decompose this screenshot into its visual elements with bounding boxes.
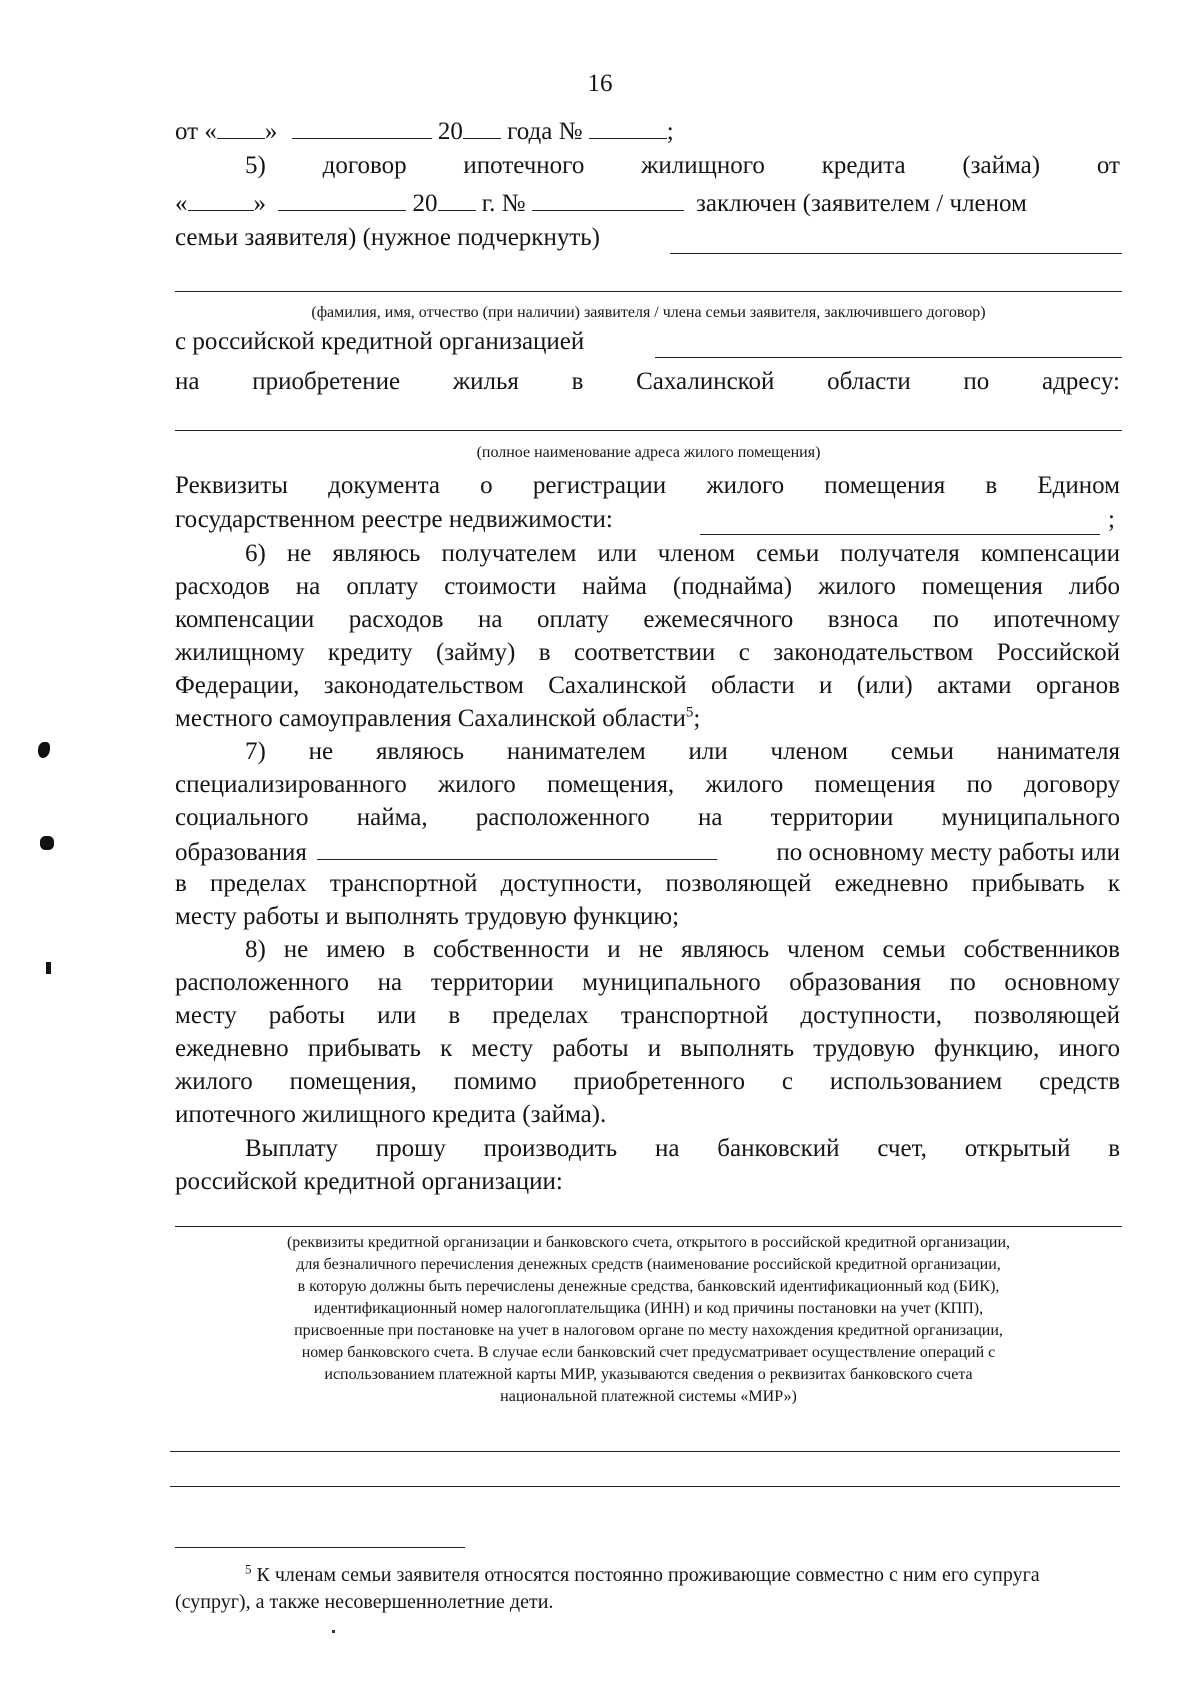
item5-line2 <box>175 186 1120 220</box>
fio-blank <box>175 291 1122 292</box>
word: в <box>571 368 584 395</box>
underline-note: семьи заявителя) (нужное подчеркнуть) <box>175 224 600 251</box>
line-end: ; <box>666 118 674 145</box>
footnote-line1 <box>175 1562 1125 1589</box>
year-blank <box>438 186 476 211</box>
item5-number: 5) <box>245 152 266 179</box>
item6-line1: 6) не являюсь получателем или членом семьи получателя компенсации <box>245 540 1120 567</box>
caption-bank-line: присвоенные при постановке на учет в налоговом органе по месту нахождения кредитной организации, <box>294 1322 1003 1339</box>
caption-bank-line: номер банковского счета. В случае если банковский счет предусматривает осуществление операций с <box>301 1344 996 1361</box>
item8-line1: 8) не имею в собственности и не являюсь членом семьи собственников <box>245 936 1120 963</box>
work-place-text: по основному месту работы или <box>776 839 1120 866</box>
quote-open: « <box>175 190 188 217</box>
item6-line2: расходов на оплату стоимости найма (поднайма) жилого помещения либо <box>175 573 1120 600</box>
item8-line6: ипотечного жилищного кредита (займа). <box>175 1101 607 1128</box>
concluded-text: заключен (заявителем / членом <box>696 190 1027 217</box>
footnote-line2: (супруг), а также несовершеннолетние дети. <box>175 1591 554 1613</box>
item8-line3: месту работы или в пределах транспортной доступности, позволяющей <box>175 1002 1120 1029</box>
caption-bank-line: идентификационный номер налогоплательщика (ИНН) и код причины постановки на учет (КПП), <box>313 1300 984 1317</box>
scan-speck <box>38 742 50 758</box>
footnote-text: К членам семьи заявителя относятся постоянно проживающие совместно с ним его супруга <box>256 1564 1040 1586</box>
underline-note-blank <box>670 253 1122 254</box>
date-line <box>175 114 1120 148</box>
caption-address: (полное наименование адреса жилого помещения) <box>476 444 821 461</box>
word: договор <box>322 152 407 179</box>
word: адресу: <box>1042 368 1120 395</box>
word: жилищного <box>641 152 765 179</box>
caption-bank-line: для безналичного перечисления денежных средств (наименование российской кредитной организации, <box>296 1256 1001 1273</box>
item5-line3 <box>175 222 1120 254</box>
bank-label: с российской кредитной организацией <box>175 328 585 355</box>
item7-line2: специализированного жилого помещения, жилого помещения по договору <box>175 771 1120 798</box>
word: на <box>175 368 200 395</box>
number-blank <box>589 114 667 139</box>
item6-line3: компенсации расходов на оплату ежемесячного взноса по ипотечному <box>175 606 1120 633</box>
registry-label: государственном реестре недвижимости: <box>175 506 613 533</box>
municipality-blank <box>317 835 717 860</box>
item6-line5: Федерации, законодательством Сахалинской области и (или) актами органов <box>175 672 1120 699</box>
bank-details-blank-2 <box>170 1451 1120 1452</box>
day-blank <box>188 186 254 211</box>
caption-bank <box>175 1232 1122 1408</box>
caption-fio: (фамилия, имя, отчество (при наличии) заявителя / члена семьи заявителя, заключившего договор) <box>311 304 986 321</box>
bank-blank <box>655 357 1122 358</box>
word: от <box>1096 152 1120 179</box>
registry-line2 <box>175 504 1120 536</box>
caption-bank-line: (реквизиты кредитной организации и банковского счета, открытого в российской кредитной организации, <box>286 1234 1011 1251</box>
municipality-label: образования <box>175 839 307 866</box>
payment-line1: Выплату прошу производить на банковский счет, открытый в <box>245 1135 1120 1162</box>
word: жилья <box>452 368 519 395</box>
quote-close: » <box>253 190 266 217</box>
word: кредита <box>821 152 906 179</box>
item7-line3: социального найма, расположенного на территории муниципального <box>175 804 1120 831</box>
footnote-ref: 5 <box>685 704 694 721</box>
bank-details-blank-3 <box>170 1486 1120 1487</box>
bank-line <box>175 326 1120 358</box>
item7-line4 <box>175 835 1120 869</box>
footnote-separator <box>175 1547 465 1548</box>
year-prefix: 20 <box>412 190 438 217</box>
word: (займа) <box>962 152 1041 179</box>
date-prefix: от « <box>175 118 217 145</box>
day-blank <box>217 114 265 139</box>
purchase-line <box>175 366 1120 398</box>
line-end: ; <box>693 705 701 732</box>
bank-details-blank <box>175 1226 1122 1227</box>
number-label: г. № <box>481 190 526 217</box>
item8-line2: расположенного на территории муниципального образования по основному <box>175 969 1120 996</box>
year-prefix: 20 <box>437 118 463 145</box>
item5-line1 <box>245 150 1120 182</box>
scan-speck <box>332 1630 335 1633</box>
registry-blank <box>700 534 1100 535</box>
item6-line4: жилищному кредиту (займу) в соответствии с законодательством Российской <box>175 639 1120 666</box>
item7-line5: в пределах транспортной доступности, позволяющей ежедневно прибывать к <box>175 870 1120 897</box>
registry-end: ; <box>1108 506 1115 533</box>
year-blank <box>463 114 501 139</box>
scan-speck <box>40 836 54 850</box>
number-label: года № <box>507 118 583 145</box>
item6-text: местного самоуправления Сахалинской области <box>175 705 686 732</box>
footnote <box>175 1562 1125 1616</box>
caption-bank-line: использованием платежной карты МИР, указываются сведения о реквизитах банковского счета <box>324 1366 973 1383</box>
item7-line1: 7) не являюсь нанимателем или членом семьи нанимателя <box>245 738 1120 765</box>
word: по <box>963 368 990 395</box>
page-number: 16 <box>587 70 613 97</box>
registry-line1: Реквизиты документа о регистрации жилого помещения в Едином <box>175 472 1120 499</box>
scan-speck <box>46 962 51 974</box>
item6-line6 <box>175 703 1120 735</box>
word: ипотечного <box>463 152 585 179</box>
month-blank <box>292 114 432 139</box>
word: приобретение <box>252 368 401 395</box>
payment-line2: российской кредитной организации: <box>175 1168 563 1195</box>
date-quote-close: » <box>264 118 278 145</box>
caption-bank-line: в которую должны быть перечислены денежные средства, банковский идентификационный код (БИК), <box>297 1278 1000 1295</box>
word: Сахалинской <box>636 368 775 395</box>
address-blank <box>175 430 1122 431</box>
number-blank <box>532 186 684 211</box>
item8-line5: жилого помещения, помимо приобретенного с использованием средств <box>175 1068 1120 1095</box>
month-blank <box>278 186 406 211</box>
footnote-mark: 5 <box>245 1561 252 1577</box>
item7-line6: месту работы и выполнять трудовую функцию; <box>175 903 680 930</box>
word: области <box>827 368 911 395</box>
caption-bank-line: национальной платежной системы «МИР») <box>500 1388 797 1405</box>
item8-line4: ежедневно прибывать к месту работы и выполнять трудовую функцию, иного <box>175 1035 1120 1062</box>
